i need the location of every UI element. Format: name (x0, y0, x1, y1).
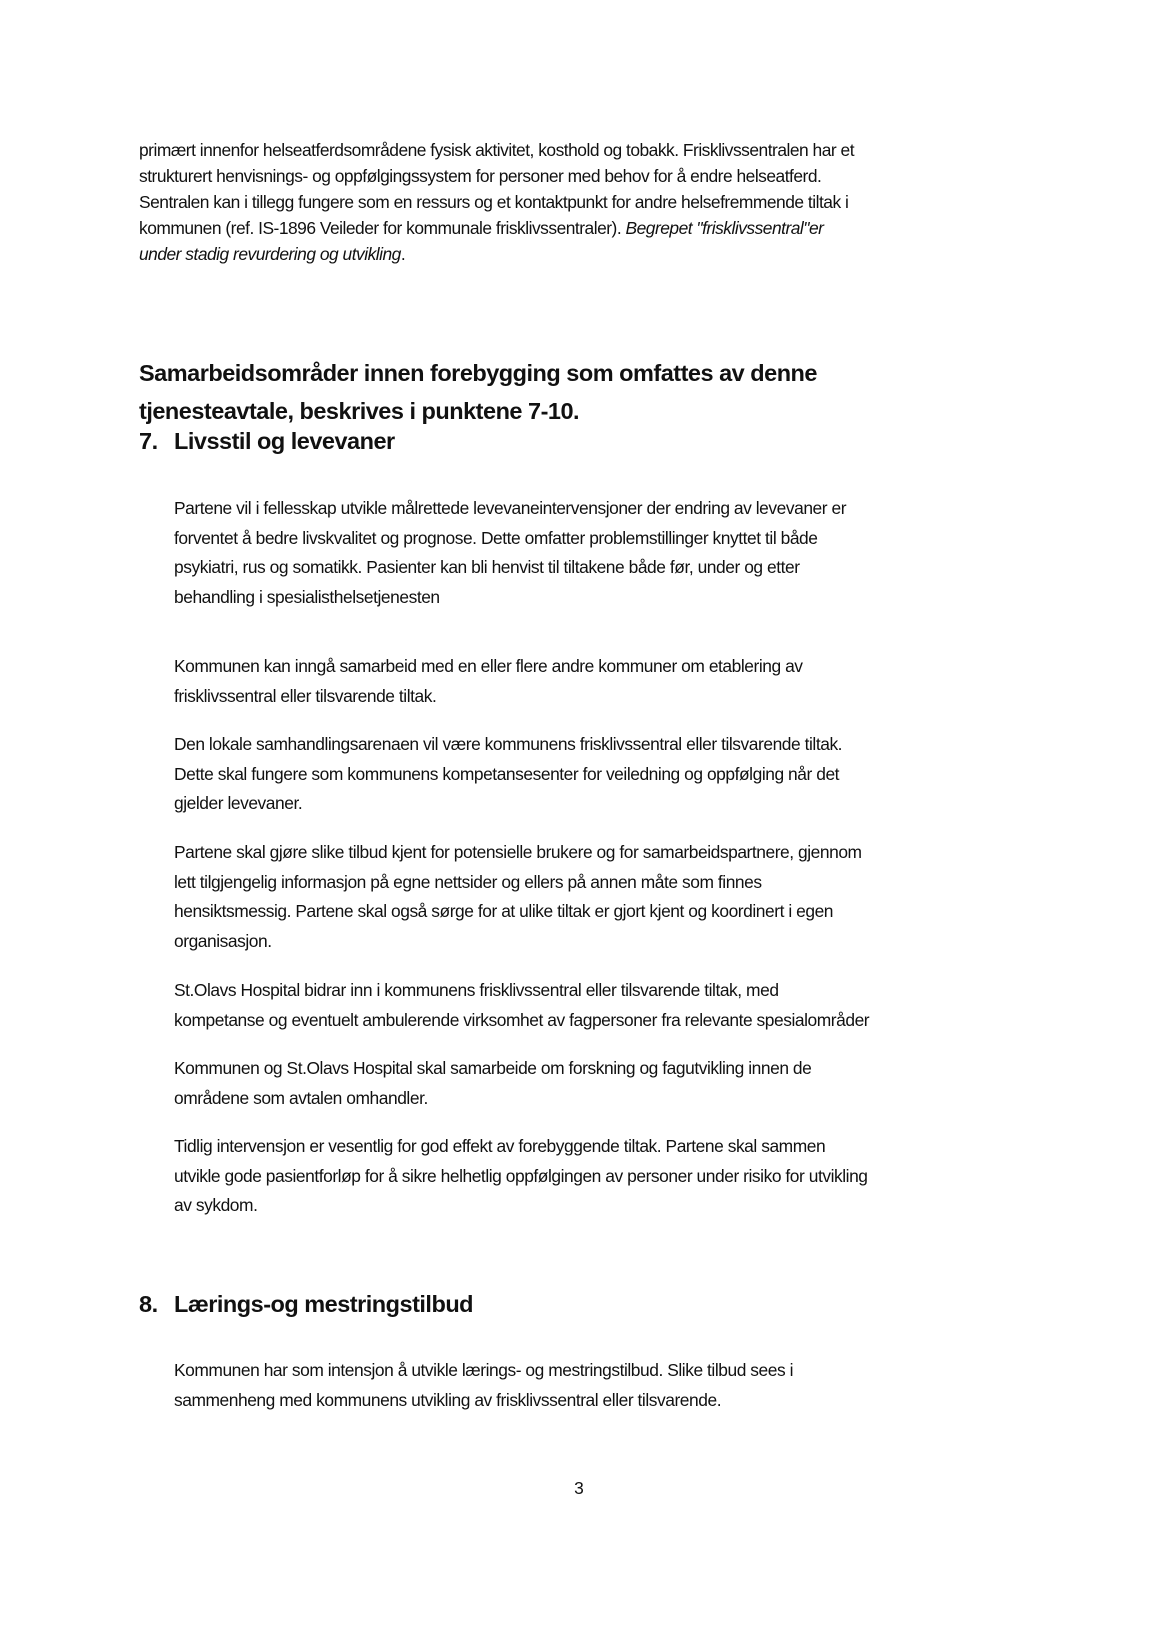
text-line: Sentralen kan i tillegg fungere som en ressurs og et kontaktpunkt for andre helsefremmende tiltak i (139, 192, 849, 212)
heading-line: tjenesteavtale, beskrives i punktene 7-10. (139, 398, 580, 424)
paragraph (174, 1132, 868, 1221)
text-line: områdene som avtalen omhandler. (174, 1087, 428, 1108)
text-regular: . (400, 244, 406, 264)
paragraph (174, 1054, 811, 1113)
paragraph (174, 976, 869, 1035)
text-italic: under stadig revurdering og utvikling (139, 244, 401, 264)
text-line: Den lokale samhandlingsarenaen vil være kommunens frisklivssentral eller tilsvarende tiltak. (174, 734, 843, 754)
text-line: Kommunen har som intensjon å utvikle lærings- og mestringstilbud. Slike tilbud sees i (174, 1360, 794, 1380)
text-line (139, 241, 854, 267)
page-number: 3 (574, 1478, 584, 1498)
section-heading-8 (139, 1291, 473, 1318)
section-title: Livsstil og levevaner (174, 428, 395, 454)
section-title: Lærings-og mestringstilbud (174, 1291, 474, 1317)
intro-paragraph (139, 137, 854, 267)
section-number: 8. (139, 1291, 158, 1317)
section-number: 7. (139, 428, 158, 454)
text-line: gjelder levevaner. (174, 793, 303, 814)
text-line: Partene vil i fellesskap utvikle målrettede levevaneintervensjoner der endring av levevaner er (174, 498, 847, 518)
paragraph (174, 652, 803, 711)
text-line: Kommunen kan inngå samarbeid med en eller flere andre kommuner om etablering av (174, 656, 803, 676)
text-line: behandling i spesialisthelsetjenesten (174, 586, 440, 607)
text-line: frisklivssentral eller tilsvarende tiltak. (174, 685, 437, 706)
heading-line: Samarbeidsområder innen forebygging som omfattes av denne (139, 360, 817, 386)
text-line: sammenheng med kommunens utvikling av frisklivssentral eller tilsvarende. (174, 1389, 722, 1410)
text-line: hensiktsmessig. Partene skal også sørge for at ulike tiltak er gjort kjent og koordinert i egen (174, 901, 834, 922)
text-line: primært innenfor helseatferdsområdene fysisk aktivitet, kosthold og tobakk. Frisklivssentralen har et (139, 140, 855, 160)
text-line: lett tilgjengelig informasjon på egne nettsider og ellers på annen måte som finnes (174, 871, 762, 892)
text-line (139, 215, 854, 241)
paragraph (174, 494, 846, 612)
text-line: Kommunen og St.Olavs Hospital skal samarbeide om forskning og fagutvikling innen de (174, 1058, 812, 1078)
text-line: psykiatri, rus og somatikk. Pasienter kan bli henvist til tiltakene både før, under og etter (174, 557, 800, 578)
text-line: kompetanse og eventuelt ambulerende virksomhet av fagpersoner fra relevante spesialområder (174, 1009, 870, 1030)
section-heading-7 (139, 428, 395, 455)
text-line: Partene skal gjøre slike tilbud kjent for potensielle brukere og for samarbeidspartnere, gjennom (174, 842, 862, 862)
paragraph (174, 838, 862, 956)
text-line: Tidlig intervensjon er vesentlig for god effekt av forebyggende tiltak. Partene skal sammen (174, 1136, 826, 1156)
text-italic: Begrepet "frisklivssentral"er (625, 218, 824, 238)
main-heading (139, 354, 817, 430)
text-line: utvikle gode pasientforløp for å sikre helhetlig oppfølgingen av personer under risiko for utvikling (174, 1165, 868, 1186)
text-line: St.Olavs Hospital bidrar inn i kommunens frisklivssentral eller tilsvarende tiltak, med (174, 980, 779, 1000)
text-line: av sykdom. (174, 1195, 258, 1216)
text-line: organisasjon. (174, 930, 272, 951)
text-regular: kommunen (ref. IS-1896 Veileder for kommunale frisklivssentraler). (139, 218, 626, 238)
paragraph (174, 1356, 793, 1415)
text-line: Dette skal fungere som kommunens kompetansesenter for veiledning og oppfølging når det (174, 763, 840, 784)
text-line: forventet å bedre livskvalitet og prognose. Dette omfatter problemstillinger knyttet til både (174, 527, 818, 548)
text-line: strukturert henvisnings- og oppfølgingssystem for personer med behov for å endre helseatferd. (139, 166, 822, 186)
paragraph (174, 730, 842, 819)
